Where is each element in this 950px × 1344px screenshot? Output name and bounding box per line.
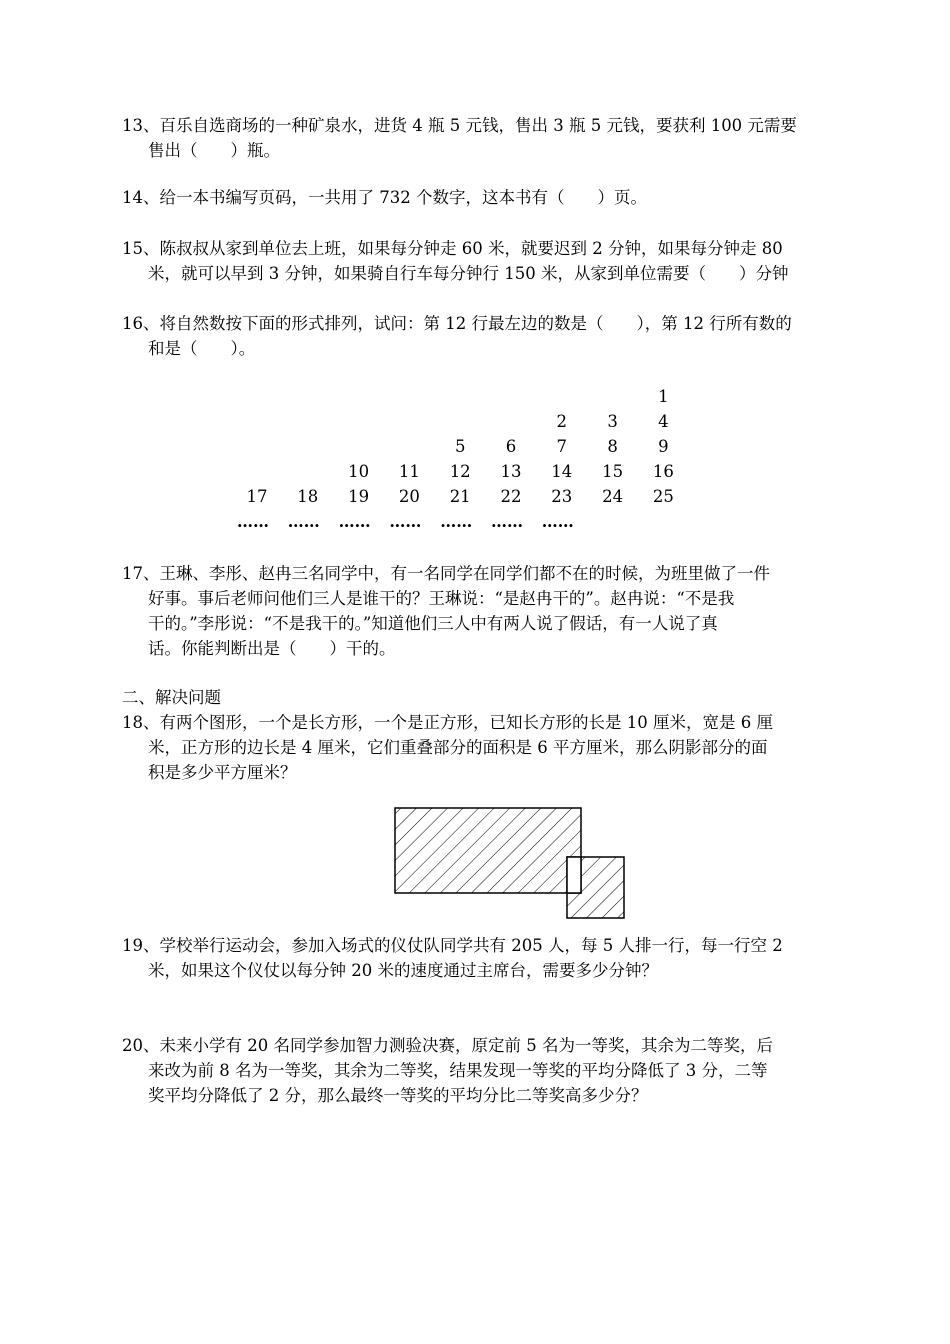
- triangle-ellipsis: ……: [338, 512, 371, 531]
- triangle-number: 8: [607, 437, 618, 456]
- triangle-number: 3: [607, 412, 618, 431]
- triangle-number: 19: [348, 487, 370, 506]
- question-18-line-2: 米，正方形的边长是 4 厘米，它们重叠部分的面积是 6 平方厘米，那么阴影部分的面: [148, 738, 768, 757]
- triangle-number: 9: [658, 437, 669, 456]
- triangle-number: 20: [398, 487, 420, 506]
- triangle-number: 11: [398, 462, 420, 481]
- question-17-line-3: 干的。”李彤说：“不是我干的。”知道他们三人中有两人说了假话，有一人说了真: [148, 614, 718, 633]
- triangle-ellipsis: ……: [541, 512, 574, 531]
- question-20-line-2: 来改为前 8 名为一等奖，其余为二等奖，结果发现一等奖的平均分降低了 3 分，二等: [148, 1061, 768, 1080]
- rectangle-shape: [395, 808, 581, 893]
- question-20-line-1: 20、未来小学有 20 名同学参加智力测验决赛，原定前 5 名为一等奖，其余为二等奖，后: [122, 1036, 773, 1055]
- triangle-number: 4: [658, 412, 669, 431]
- question-17: [122, 561, 838, 661]
- triangle-number: 16: [652, 462, 674, 481]
- question-17-line-4: 话。你能判断出是（ ）干的。: [148, 639, 396, 658]
- section-title: 二、解决问题: [122, 688, 221, 707]
- question-18: [122, 710, 838, 785]
- question-15: [122, 236, 838, 286]
- triangle-number: 2: [556, 412, 568, 431]
- question-18-line-1: 18、有两个图形，一个是长方形，一个是正方形，已知长方形的长是 10 厘米，宽是 6 厘: [122, 713, 773, 732]
- triangle-number: 12: [449, 462, 471, 481]
- triangle-number: 25: [652, 487, 674, 506]
- triangle-number: 21: [449, 487, 471, 506]
- question-16-line-1: 16、将自然数按下面的形式排列，试问：第 12 行最左边的数是（ ），第 12 行所有数的: [122, 314, 792, 333]
- triangle-number: 14: [551, 462, 573, 481]
- question-16: [122, 311, 838, 361]
- overlap-figure: [390, 803, 630, 923]
- question-13: [122, 113, 838, 163]
- triangle-number: 23: [551, 487, 573, 506]
- question-13-line-2: 售出（ ）瓶。: [148, 141, 280, 160]
- triangle-number: 18: [297, 487, 319, 506]
- question-15-line-2: 米，就可以早到 3 分钟，如果骑自行车每分钟行 150 米，从家到单位需要（ ）分钟: [148, 264, 789, 283]
- triangle-number: 17: [246, 487, 268, 506]
- question-13-line-1: 13、百乐自选商场的一种矿泉水，进货 4 瓶 5 元钱，售出 3 瓶 5 元钱，要获利 100 元需要: [122, 116, 797, 135]
- triangle-number: 1: [658, 387, 669, 406]
- triangle-number: 13: [500, 462, 522, 481]
- question-19: [122, 933, 838, 983]
- triangle-ellipsis: ……: [440, 512, 473, 531]
- triangle-ellipsis: ……: [389, 512, 422, 531]
- question-18-line-3: 积是多少平方厘米？: [148, 763, 297, 782]
- triangle-number: 24: [602, 487, 624, 506]
- overlap-region: [567, 857, 581, 893]
- triangle-number: 5: [454, 437, 466, 456]
- question-14: [122, 185, 838, 210]
- question-20-line-3: 奖平均分降低了 2 分，那么最终一等奖的平均分比二等奖高多少分？: [148, 1086, 648, 1105]
- triangle-ellipsis: ……: [287, 512, 320, 531]
- triangle-ellipsis: ……: [491, 512, 523, 531]
- question-16-line-2: 和是（ ）。: [148, 339, 256, 358]
- question-20: [122, 1033, 838, 1108]
- question-15-line-1: 15、陈叔叔从家到单位去上班，如果每分钟走 60 米，就要迟到 2 分钟，如果每分钟走 80: [122, 239, 783, 258]
- question-17-line-1: 17、王琳、李彤、赵冉三名同学中，有一名同学在同学们都不在的时候，为班里做了一件: [122, 564, 770, 583]
- triangle-ellipsis: ……: [237, 512, 269, 531]
- triangle-number: 10: [348, 462, 370, 481]
- triangle-number: 6: [505, 437, 517, 456]
- question-19-line-2: 米，如果这个仪仗以每分钟 20 米的速度通过主席台，需要多少分钟？: [148, 961, 658, 980]
- question-17-line-2: 好事。事后老师问他们三人是谁干的？王琳说：“是赵冉干的”。赵冉说：“不是我: [148, 589, 735, 608]
- triangle-number: 22: [500, 487, 522, 506]
- triangle-number: 7: [556, 437, 568, 456]
- triangle-number: 15: [602, 462, 624, 481]
- question-19-line-1: 19、学校举行运动会，参加入场式的仪仗队同学共有 205 人，每 5 人排一行，每一行空 2: [122, 936, 783, 955]
- question-14-line-1: 14、给一本书编写页码，一共用了 732 个数字，这本书有（ ）页。: [122, 188, 647, 207]
